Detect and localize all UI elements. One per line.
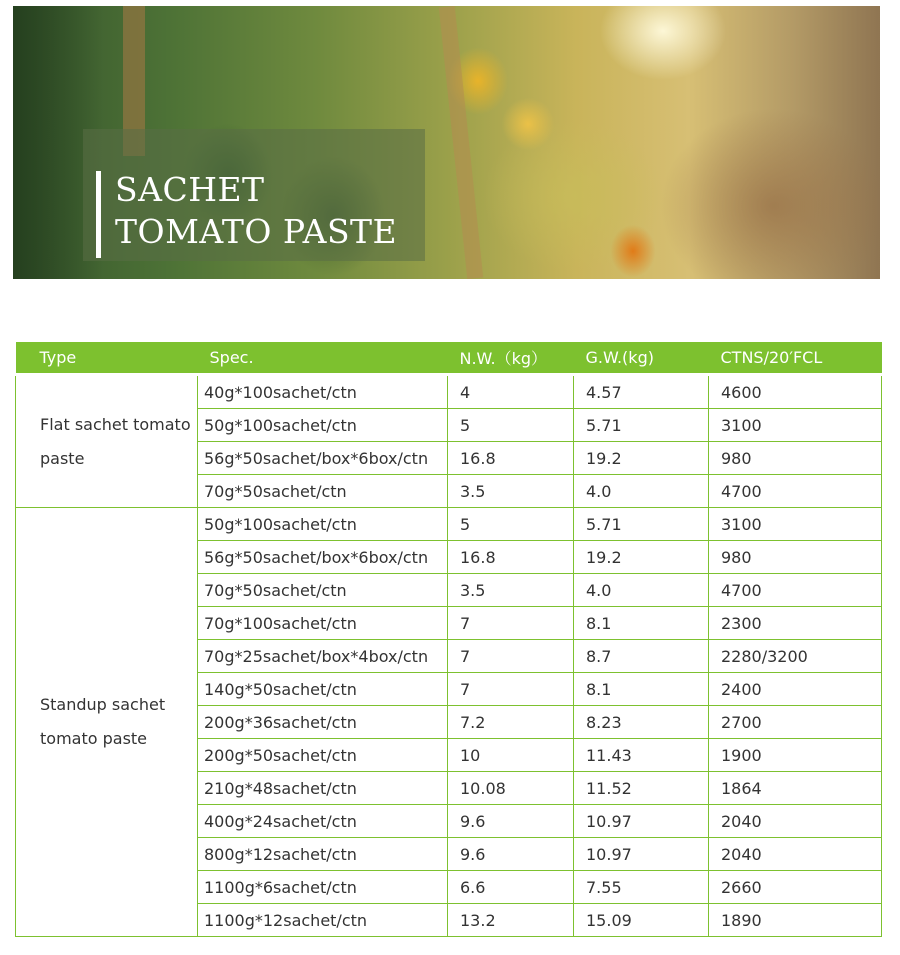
spec-cell: 1100g*6sachet/ctn xyxy=(198,871,448,904)
ctns-cell: 3100 xyxy=(709,409,882,442)
ctns-cell: 2700 xyxy=(709,706,882,739)
gw-cell: 4.0 xyxy=(574,574,709,607)
ctns-cell: 980 xyxy=(709,541,882,574)
gw-cell: 8.1 xyxy=(574,673,709,706)
nw-cell: 16.8 xyxy=(448,541,574,574)
table-row xyxy=(16,375,882,409)
gw-cell: 5.71 xyxy=(574,508,709,541)
spec-cell: 50g*100sachet/ctn xyxy=(198,508,448,541)
tomato-banner-image xyxy=(13,6,880,279)
gw-cell: 7.55 xyxy=(574,871,709,904)
spec-cell: 70g*50sachet/ctn xyxy=(198,475,448,508)
nw-cell: 7 xyxy=(448,640,574,673)
spec-cell: 56g*50sachet/box*6box/ctn xyxy=(198,442,448,475)
type-cell: Flat sachet tomato paste xyxy=(16,375,198,508)
spec-cell: 200g*50sachet/ctn xyxy=(198,739,448,772)
nw-cell: 9.6 xyxy=(448,838,574,871)
nw-cell: 10 xyxy=(448,739,574,772)
header-nw: N.W.（kg） xyxy=(448,342,574,375)
ctns-cell: 2300 xyxy=(709,607,882,640)
header-ctns: CTNS/20′FCL xyxy=(709,342,882,375)
spec-cell: 70g*25sachet/box*4box/ctn xyxy=(198,640,448,673)
nw-cell: 5 xyxy=(448,409,574,442)
nw-cell: 9.6 xyxy=(448,805,574,838)
nw-cell: 7 xyxy=(448,673,574,706)
ctns-cell: 2040 xyxy=(709,838,882,871)
nw-cell: 7 xyxy=(448,607,574,640)
gw-cell: 10.97 xyxy=(574,838,709,871)
ctns-cell: 2400 xyxy=(709,673,882,706)
table-row xyxy=(16,508,882,541)
title-line-2: TOMATO PASTE xyxy=(115,212,398,251)
spec-cell: 56g*50sachet/box*6box/ctn xyxy=(198,541,448,574)
spec-cell: 70g*100sachet/ctn xyxy=(198,607,448,640)
ctns-cell: 980 xyxy=(709,442,882,475)
spec-cell: 800g*12sachet/ctn xyxy=(198,838,448,871)
nw-cell: 16.8 xyxy=(448,442,574,475)
gw-cell: 5.71 xyxy=(574,409,709,442)
spec-cell: 1100g*12sachet/ctn xyxy=(198,904,448,937)
nw-cell: 4 xyxy=(448,375,574,409)
ctns-cell: 1900 xyxy=(709,739,882,772)
ctns-cell: 1864 xyxy=(709,772,882,805)
gw-cell: 19.2 xyxy=(574,541,709,574)
table-body xyxy=(16,375,882,937)
ctns-cell: 2040 xyxy=(709,805,882,838)
gw-cell: 4.57 xyxy=(574,375,709,409)
banner-title-box xyxy=(83,129,425,261)
spec-cell: 50g*100sachet/ctn xyxy=(198,409,448,442)
ctns-cell: 2660 xyxy=(709,871,882,904)
ctns-cell: 4700 xyxy=(709,574,882,607)
gw-cell: 11.43 xyxy=(574,739,709,772)
ctns-cell: 1890 xyxy=(709,904,882,937)
type-cell: Standup sachet tomato paste xyxy=(16,508,198,937)
gw-cell: 11.52 xyxy=(574,772,709,805)
gw-cell: 8.1 xyxy=(574,607,709,640)
spec-cell: 200g*36sachet/ctn xyxy=(198,706,448,739)
title-line-1: SACHET xyxy=(115,170,265,209)
ctns-cell: 3100 xyxy=(709,508,882,541)
spec-cell: 210g*48sachet/ctn xyxy=(198,772,448,805)
gw-cell: 10.97 xyxy=(574,805,709,838)
header-spec: Spec. xyxy=(198,342,448,375)
ctns-cell: 4600 xyxy=(709,375,882,409)
title-accent-bar xyxy=(96,171,101,258)
spec-cell: 140g*50sachet/ctn xyxy=(198,673,448,706)
ctns-cell: 2280/3200 xyxy=(709,640,882,673)
table-header-row xyxy=(16,342,882,375)
page-title xyxy=(115,169,397,253)
ctns-cell: 4700 xyxy=(709,475,882,508)
gw-cell: 15.09 xyxy=(574,904,709,937)
spec-cell: 40g*100sachet/ctn xyxy=(198,375,448,409)
nw-cell: 6.6 xyxy=(448,871,574,904)
nw-cell: 3.5 xyxy=(448,475,574,508)
plant-stake-shape xyxy=(439,6,483,279)
gw-cell: 19.2 xyxy=(574,442,709,475)
nw-cell: 5 xyxy=(448,508,574,541)
spec-table xyxy=(15,342,882,937)
gw-cell: 8.7 xyxy=(574,640,709,673)
header-type: Type xyxy=(16,342,198,375)
header-gw: G.W.(kg) xyxy=(574,342,709,375)
gw-cell: 8.23 xyxy=(574,706,709,739)
nw-cell: 10.08 xyxy=(448,772,574,805)
spec-cell: 70g*50sachet/ctn xyxy=(198,574,448,607)
nw-cell: 13.2 xyxy=(448,904,574,937)
nw-cell: 7.2 xyxy=(448,706,574,739)
nw-cell: 3.5 xyxy=(448,574,574,607)
spec-cell: 400g*24sachet/ctn xyxy=(198,805,448,838)
gw-cell: 4.0 xyxy=(574,475,709,508)
